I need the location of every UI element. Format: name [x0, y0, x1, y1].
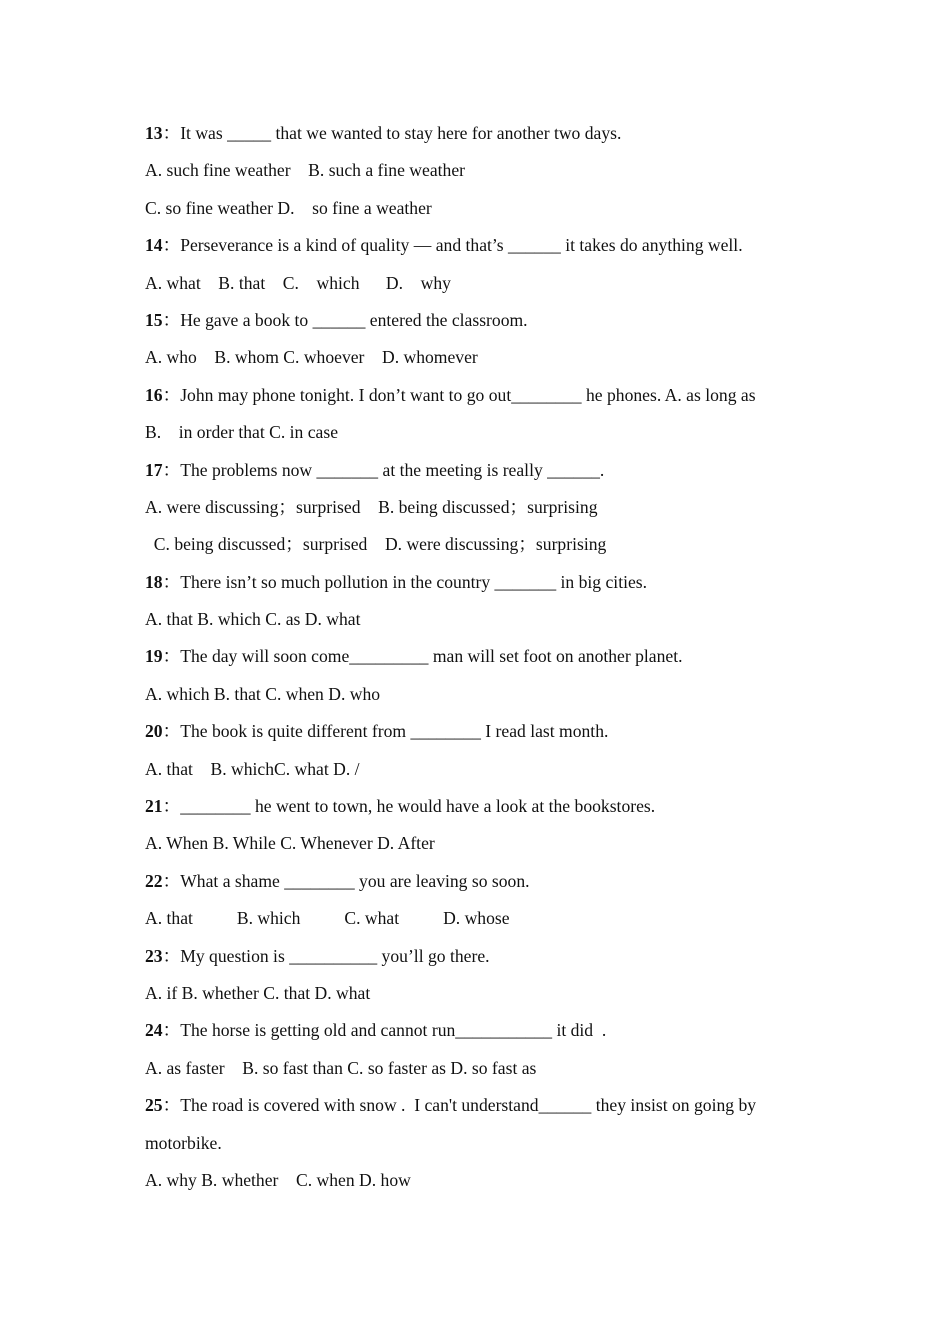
question-text: The horse is getting old and cannot run___________ it did . [180, 1020, 607, 1041]
question-text: Perseverance is a kind of quality — and that’s ______ it takes do anything well. [180, 235, 743, 256]
question-text: The day will soon come_________ man will set foot on another planet. [180, 646, 683, 667]
question-14-options [145, 268, 815, 305]
question-17 [145, 455, 815, 492]
question-number: 13 [145, 123, 163, 143]
question-text: motorbike. [145, 1132, 222, 1153]
question-number: 20 [145, 721, 163, 742]
option-text: A. that B. which C. as D. what [145, 609, 361, 630]
question-number: 21 [145, 796, 163, 817]
question-separator: ： [162, 123, 181, 143]
option-text: A. such fine weather B. such a fine weather [145, 160, 465, 181]
question-21 [145, 791, 815, 828]
question-25-continuation [145, 1128, 815, 1165]
question-text: The problems now _______ at the meeting is really ______. [180, 459, 605, 480]
question-15-options [145, 342, 815, 379]
option-text: A. who B. whom C. whoever D. whomever [145, 347, 478, 368]
question-text: He gave a book to ______ entered the classroom. [180, 309, 528, 330]
question-text: My question is __________ you’ll go there. [180, 945, 490, 966]
question-14 [145, 230, 815, 267]
question-20-options [145, 754, 815, 791]
question-separator: ： [162, 1095, 181, 1116]
question-separator: ： [162, 945, 181, 966]
question-separator: ： [162, 235, 181, 256]
question-number: 15 [145, 309, 163, 330]
question-25-options [145, 1165, 815, 1202]
question-separator: ： [162, 721, 181, 742]
question-text: ________ he went to town, he would have a look at the bookstores. [180, 796, 656, 817]
question-separator: ： [162, 571, 181, 592]
question-13-options-1 [145, 155, 815, 192]
question-17-options-2 [145, 529, 815, 566]
question-15 [145, 305, 815, 342]
question-number: 19 [145, 646, 163, 667]
option-text: C. so fine weather D. so fine a weather [145, 197, 432, 218]
question-25 [145, 1090, 815, 1127]
question-separator: ： [162, 1020, 181, 1041]
question-separator: ： [162, 384, 181, 405]
option-text: A. why B. whether C. when D. how [145, 1169, 411, 1190]
question-17-options-1 [145, 492, 815, 529]
question-text: The road is covered with snow . I can't understand______ they insist on going by [180, 1095, 757, 1116]
question-number: 16 [145, 384, 163, 405]
question-number: 14 [145, 235, 163, 256]
question-24-options [145, 1053, 815, 1090]
question-number: 22 [145, 870, 163, 891]
option-text: A. that B. which C. what D. whose [145, 908, 510, 929]
question-separator: ： [162, 796, 181, 817]
question-19-options [145, 679, 815, 716]
question-number: 25 [145, 1095, 163, 1116]
question-18-options [145, 604, 815, 641]
option-text: A. which B. that C. when D. who [145, 683, 381, 704]
question-separator: ： [162, 870, 181, 891]
question-number: 18 [145, 571, 163, 592]
question-text: The book is quite different from ________ I read last month. [180, 721, 609, 742]
question-22-options [145, 903, 815, 940]
question-text: John may phone tonight. I don’t want to go out________ he phones. A. as long as [180, 384, 756, 405]
option-text: C. being discussed；surprised D. were discussing；surprising [145, 534, 607, 555]
question-18 [145, 567, 815, 604]
question-19 [145, 641, 815, 678]
question-20 [145, 716, 815, 753]
option-text: A. what B. that C. which D. why [145, 272, 451, 293]
question-list [145, 118, 815, 1202]
question-separator: ： [162, 309, 181, 330]
option-text: B. in order that C. in case [145, 422, 338, 443]
question-number: 17 [145, 459, 163, 480]
question-16 [145, 380, 815, 417]
question-number: 23 [145, 945, 163, 966]
question-21-options [145, 828, 815, 865]
question-text: There isn’t so much pollution in the country _______ in big cities. [180, 571, 648, 592]
question-text: It was _____ that we wanted to stay here for another two days. [180, 123, 622, 143]
question-23-options [145, 978, 815, 1015]
question-number: 24 [145, 1020, 163, 1041]
question-separator: ： [162, 646, 181, 667]
option-text: A. When B. While C. Whenever D. After [145, 833, 435, 854]
question-24 [145, 1015, 815, 1052]
question-23 [145, 941, 815, 978]
question-13-options-2 [145, 193, 815, 230]
option-text: A. were discussing；surprised B. being discussed；surprising [145, 496, 598, 517]
question-text: What a shame ________ you are leaving so soon. [180, 870, 530, 891]
option-text: A. as faster B. so fast than C. so faster as D. so fast as [145, 1057, 537, 1078]
option-text: A. that B. whichC. what D. / [145, 758, 360, 779]
question-separator: ： [162, 459, 181, 480]
question-13 [145, 118, 815, 155]
option-text: A. if B. whether C. that D. what [145, 982, 371, 1003]
question-22 [145, 866, 815, 903]
question-16-options [145, 417, 815, 454]
